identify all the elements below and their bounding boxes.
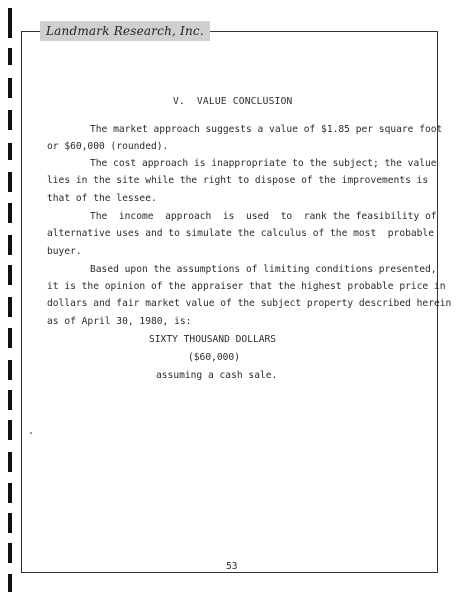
body-line: as of April 30, 1980, is:	[47, 316, 192, 327]
binder-mark	[8, 390, 12, 410]
body-line: lies in the site while the right to dispose of the improvements is	[47, 175, 429, 186]
conclusion-amount-figure: ($60,000)	[188, 352, 240, 363]
binder-mark	[8, 513, 12, 533]
binder-mark	[8, 297, 12, 317]
conclusion-amount-words: SIXTY THOUSAND DOLLARS	[149, 334, 277, 345]
stray-mark	[30, 432, 32, 434]
body-line: The income approach is used to rank the feasibility of	[90, 211, 437, 222]
binder-mark	[8, 452, 12, 472]
binder-mark	[8, 483, 12, 503]
body-line: that of the lessee.	[47, 193, 157, 204]
body-line: buyer.	[47, 246, 82, 257]
binder-mark	[8, 420, 12, 440]
body-line: or $60,000 (rounded).	[47, 141, 169, 152]
body-line: it is the opinion of the appraiser that the highest probable price in	[47, 281, 446, 292]
binder-mark	[8, 265, 12, 285]
letterhead-logo: Landmark Research, Inc.	[40, 21, 210, 41]
binder-mark	[8, 235, 12, 255]
binder-mark	[8, 8, 12, 38]
binder-mark	[8, 143, 12, 160]
binder-mark	[8, 543, 12, 563]
section-heading: V. VALUE CONCLUSION	[173, 96, 293, 107]
binder-mark	[8, 574, 12, 592]
binder-mark	[8, 110, 12, 130]
binder-mark	[8, 172, 12, 192]
body-line: Based upon the assumptions of limiting conditions presented,	[90, 264, 437, 275]
page-number: 53	[226, 561, 238, 572]
binder-mark	[8, 78, 12, 98]
body-line: The market approach suggests a value of $1.85 per square foot	[90, 124, 443, 135]
binder-mark	[8, 48, 12, 65]
binder-mark	[8, 360, 12, 380]
body-line: The cost approach is inappropriate to the subject; the value	[90, 158, 437, 169]
frame-left-border	[21, 31, 22, 573]
binder-mark	[8, 328, 12, 348]
body-line: alternative uses and to simulate the calculus of the most probable	[47, 228, 434, 239]
body-line: dollars and fair market value of the subject property described herein	[47, 298, 452, 309]
binder-mark	[8, 203, 12, 223]
conclusion-condition: assuming a cash sale.	[156, 370, 278, 381]
